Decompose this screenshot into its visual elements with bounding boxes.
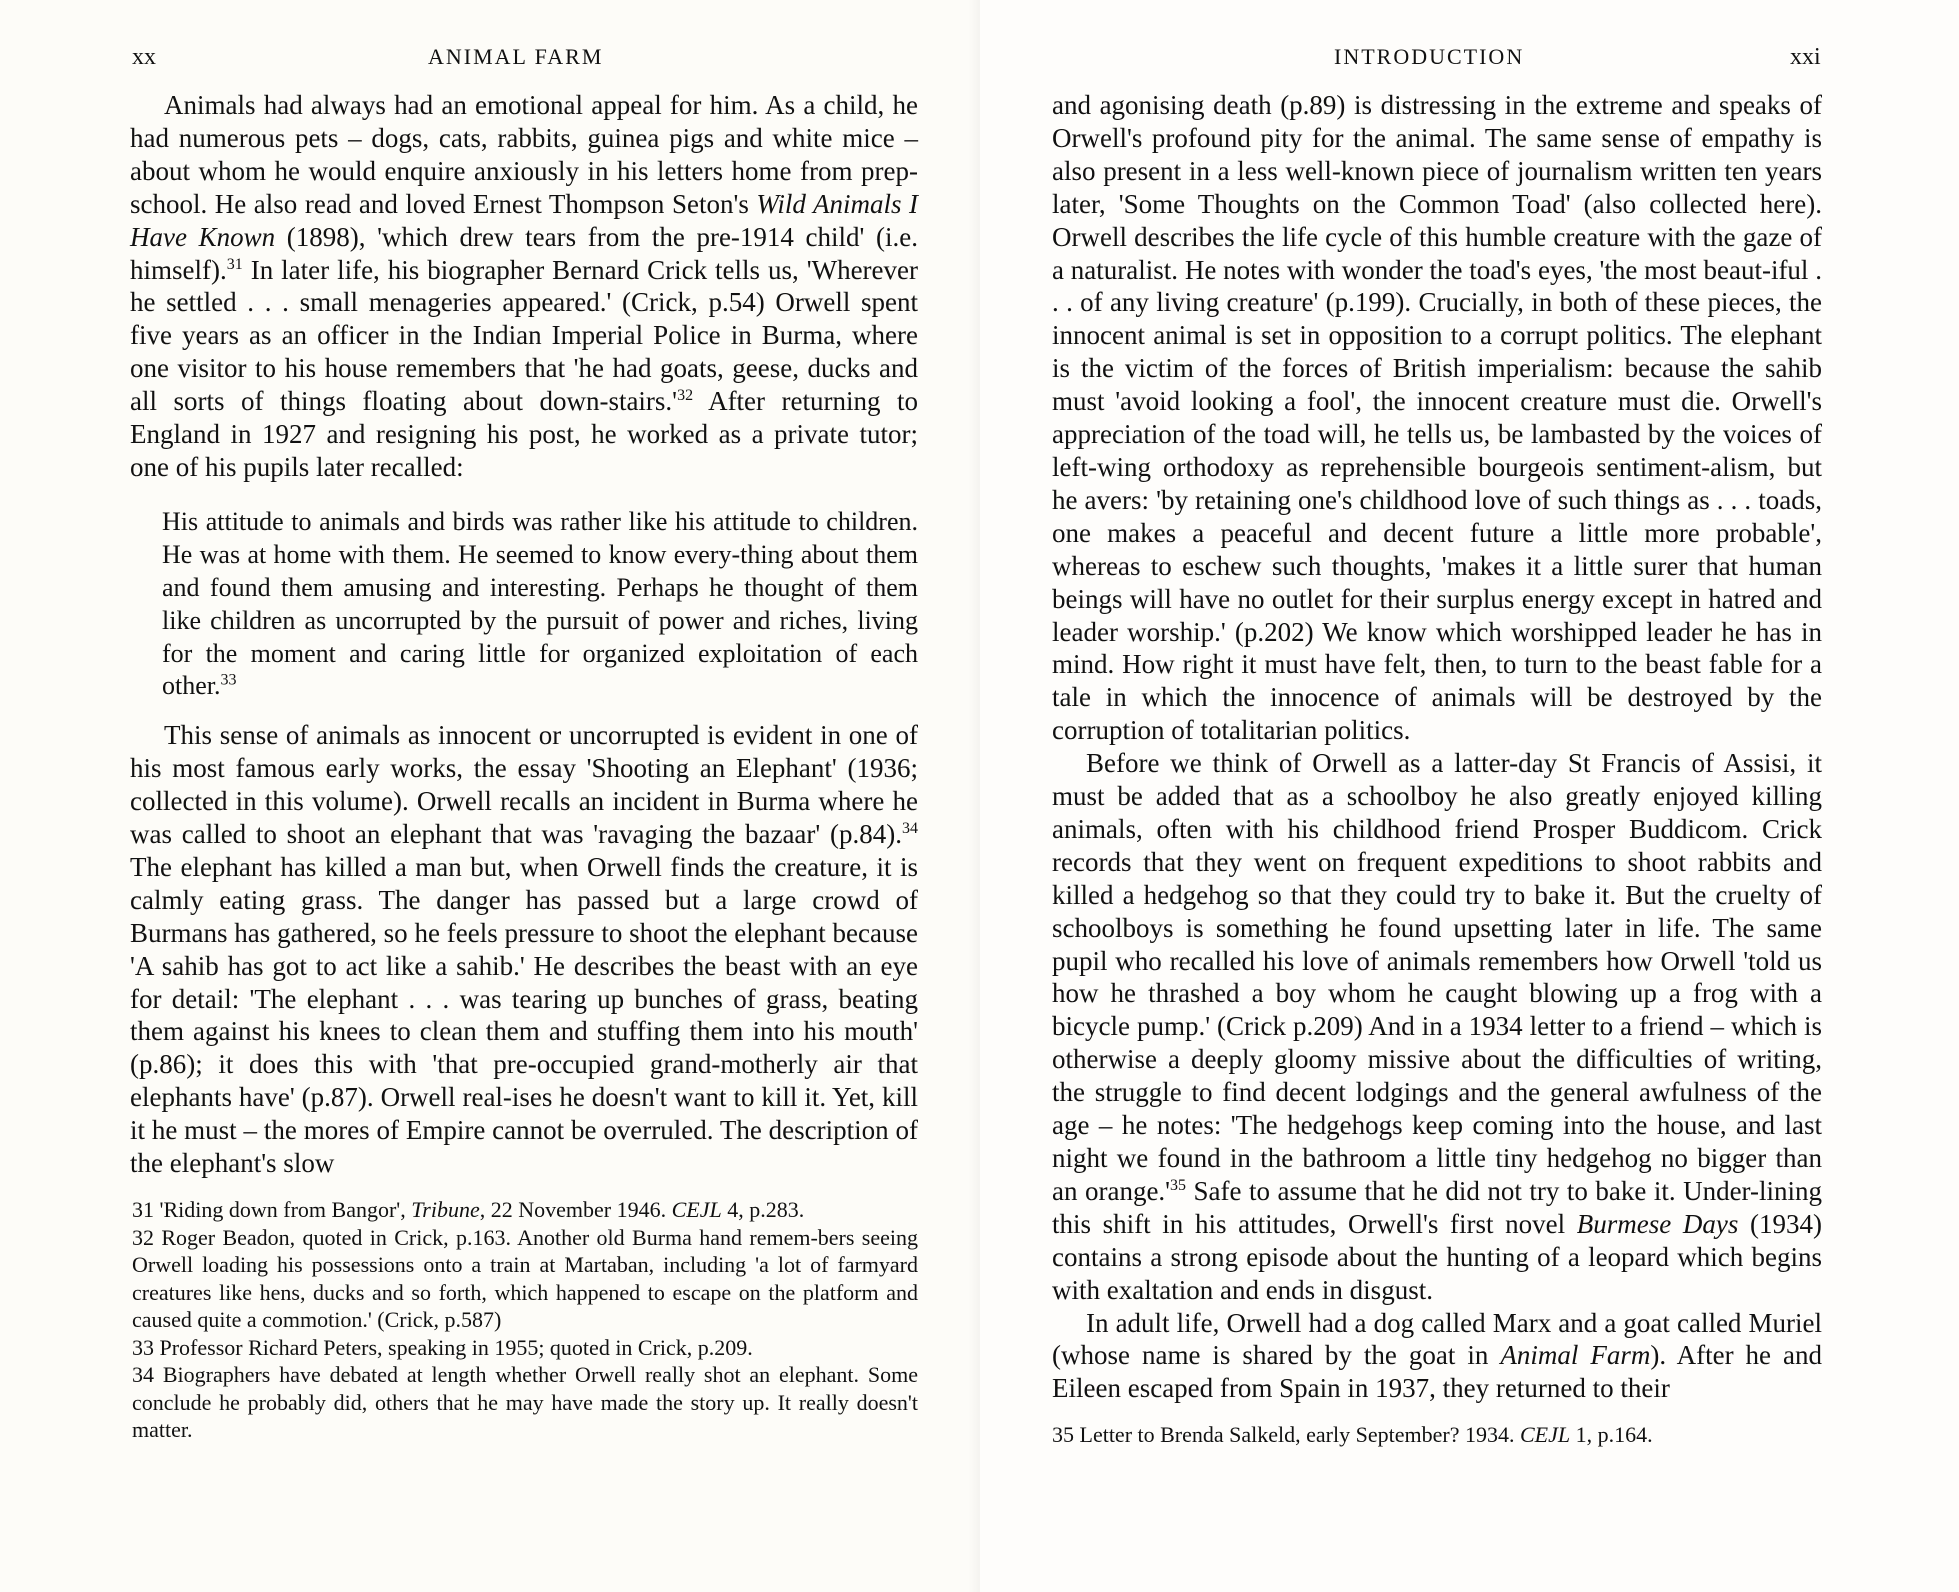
publication-title: CEJL [1519,1422,1571,1447]
text-run: ). After he and Eileen escaped from Spain in 1937, they returned to their [1052,1340,1823,1404]
text-run: This sense of animals as innocent or uncorrupted is evident in one of his most famous early works, the essay 'Shooting an Elephant' (1936; collected in this volume). Orwell recalls an incident in Burma where he was called to shoot an elephant that was 'ravaging the bazaar' (p.84). [130,720,918,850]
paragraph [130,89,918,484]
footnote-31 [132,1196,918,1224]
footnote-ref: 34 [902,820,918,838]
text-run: 31 'Riding down from Bangor', [132,1197,412,1222]
text-run: After returning to England in 1927 and resigning his post, he worked as a private tutor; one of his pupils later recalled: [130,386,919,482]
right-footnotes [1052,1421,1822,1449]
paragraph [130,719,918,1180]
text-run: Animals had always had an emotional appeal for him. As a child, he had numerous pets – dogs, cats, rabbits, guinea pigs and white mice – about whom he would enquire anxiously in his letters home from prep-school. He also read and loved Ernest Thompson Seton's [130,90,918,219]
text-run: (1934) contains a strong episode about the hunting of a leopard which begins with exaltation and ends in disgust. [1052,1208,1823,1305]
paragraph [1052,747,1822,1306]
text-run: Safe to assume that he did not try to bake it. Under-lining this shift in his attitudes, Orwell's first novel [1052,1175,1822,1239]
footnote-34: 34 Biographers have debated at length whether Orwell really shot an elephant. Some conclude he probably did, others that he may have made the story up. It really doesn't matter. [132,1362,918,1442]
text-run: In adult life, Orwell had a dog called Marx and a goat called Muriel (whose name is shared by the goat in [1052,1307,1822,1371]
text-run: The elephant has killed a man but, when Orwell finds the creature, it is calmly eating grass. The danger has passed but a large crowd of Burmans has gathered, so he feels pressure to shoot the elephant because 'A sahib has got to act like a sahib.' He describes the beast with an eye for detail: 'The elephant . . . was tearing up bunches of grass, beating them against his knees to clean them and stuffing them into his mouth' (p.86); it does this with 'that pre-occupied grand-motherly air that elephants have' (p.87). Orwell real-ises he doesn't want to kill it. Yet, kill it he must – the mores of Empire cannot be overruled. The description of the elephant's slow [130,851,918,1179]
page-number: xxi [1790,44,1821,70]
block-quote [162,506,918,703]
footnote-33: 33 Professor Richard Peters, speaking in 1955; quoted in Crick, p.209. [132,1334,753,1360]
left-footnotes [132,1196,918,1444]
left-body-text [130,89,918,1180]
footnote-32: 32 Roger Beadon, quoted in Crick, p.163. Another old Burma hand remem-bers seeing Orwell loading his possessions onto a train at Martaban, including 'a lot of farmyard creatures like hens, ducks and so forth, which happened to escape on the platform and caused quite a commotion.' (Crick, p.587) [132,1224,918,1332]
text-run: In later life, his biographer Bernard Crick tells us, 'Wherever he settled . . . small menageries appeared.' (Crick, p.54) Orwell spent five years as an officer in the Indian Imperial Police in Burma, where one visitor to his house remembers that 'he had goats, geese, ducks and all sorts of things floating about down-stairs.' [130,254,918,417]
publication-title: Tribune [411,1197,480,1222]
footnote-ref: 31 [226,255,243,273]
page-number: xx [132,44,156,70]
text-run: , 22 November 1946. [479,1197,672,1222]
paragraph: and agonising death (p.89) is distressing in the extreme and speaks of Orwell's profound pity for the animal. The same sense of empathy is also present in a less well-known piece of journalism written ten years later, 'Some Thoughts on the Common Toad' (also collected here). Orwell describes the life cycle of this humble creature with the gaze of a naturalist. He notes with wonder the toad's eyes, 'the most beaut-iful . . . of any living creature' (p.199). Crucially, in both of these pieces, the innocent animal is set in opposition to a corrupt politics. The elephant is the victim of the forces of British imperialism: because the sahib must 'avoid looking a fool', the innocent creature must die. Orwell's appreciation of the toad will, he tells us, be lambasted by the voices of left-wing orthodoxy as reprehensible bourgeois sentiment-alism, but he avers: 'by retaining one's childhood love of such things as . . . toads, one makes a peaceful and decent future a little more probable', whereas to eschew such thoughts, 'makes it a little surer that human beings will have no outlet for their surplus energy except in hatred and leader worship.' (p.202) We know which worshipped leader he has in mind. How right it must have felt, then, to turn to the beast fable for a tale in which the innocence of animals will be destroyed by the corruption of totalitarian politics. [1052,90,1822,746]
footnote-ref: 32 [677,387,694,405]
text-run: 35 Letter to Brenda Salkeld, early September? 1934. [1052,1422,1520,1447]
text-run: Before we think of Orwell as a latter-day St Francis of Assisi, it must be added that as a schoolboy he also greatly enjoyed killing animals, often with his childhood friend Prosper Buddicom. Crick records that they went on frequent expeditions to shoot rabbits and killed a hedgehog so that they could try to bake it. But the cruelty of schoolboys is something he found upsetting later in life. The same pupil who recalled his love of animals remembers how Orwell 'told us how he thrashed a boy whom he caught blowing up a frog with a bicycle pump.' (Crick p.209) And in a 1934 letter to a friend – which is otherwise a deeply gloomy missive about the difficulties of writing, the struggle to find decent lodgings and the general awfulness of the age – he notes: 'The hedgehogs keep coming into the house, and last night we found in the bathroom a little tiny hedgehog no bigger than an orange.' [1052,748,1822,1206]
footnote-ref: 33 [220,671,237,689]
text-run: (1898), 'which drew tears from the pre-1914 child' (i.e. himself). [130,221,918,285]
text-run: 1, p.164. [1570,1422,1653,1447]
publication-title: CEJL [671,1197,722,1222]
right-body-text [1052,89,1822,1405]
text-run: 4, p.283. [721,1197,805,1222]
quote-text: His attitude to animals and birds was rather like his attitude to children. He was at home with them. He seemed to know every-thing about them and found them amusing and interesting. Perhaps he thought of them like children as uncorrupted by the pursuit of power and riches, living for the moment and caring little for organized exploitation of each other. [162,506,918,701]
running-head: ANIMAL FARM [428,44,604,69]
book-title: Burmese Days [1576,1208,1739,1239]
running-head: INTRODUCTION [1334,44,1525,69]
footnote-35 [1052,1421,1822,1449]
book-title: Wild Animals I Have Known [130,188,919,252]
footnote-ref: 35 [1170,1176,1187,1194]
paragraph [1052,1307,1822,1406]
book-title: Animal Farm [1500,1340,1651,1371]
